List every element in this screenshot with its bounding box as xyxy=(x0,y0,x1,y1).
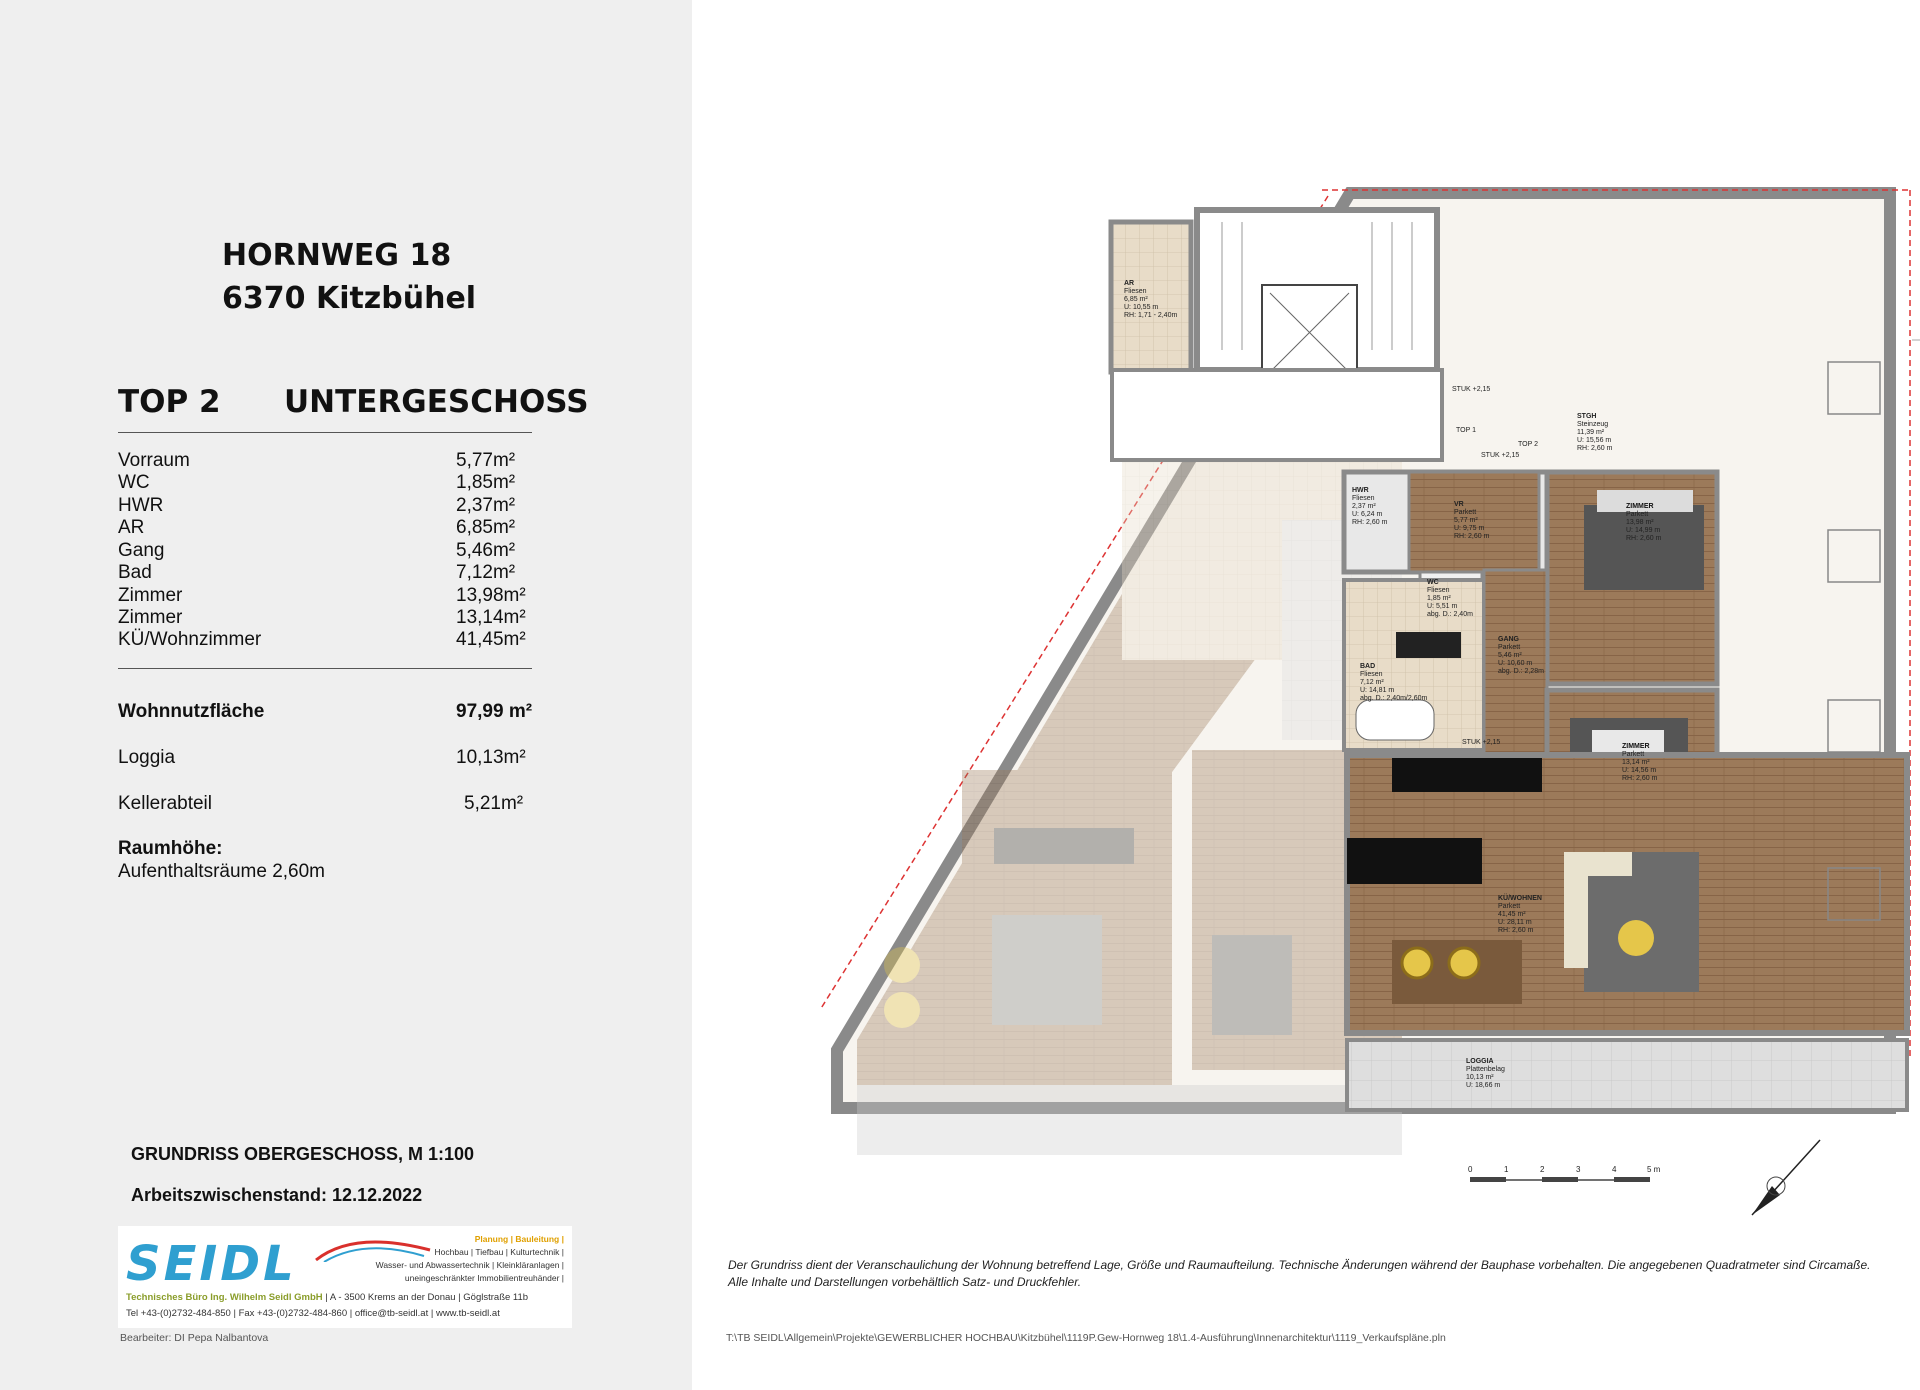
plan-status: Arbeitszwischenstand: 12.12.2022 xyxy=(131,1185,423,1205)
room-name: Zimmer xyxy=(118,585,183,606)
divider xyxy=(118,432,532,433)
room-label: U: 28,11 m xyxy=(1498,919,1532,926)
cellar-value: 5,21m² xyxy=(464,793,524,814)
room-row xyxy=(118,562,538,584)
company-address: | A - 3500 Krems an der Donau | Göglstraße 11b xyxy=(322,1292,529,1303)
room-label: RH: 2,60 m xyxy=(1454,533,1490,540)
logo-wordmark: SEIDL xyxy=(126,1236,297,1292)
room-label: 41,45 m² xyxy=(1498,911,1526,918)
room-label: 11,39 m² xyxy=(1577,429,1605,436)
stuk-label: STUK +2,15 xyxy=(1462,739,1501,746)
room-label: 7,12 m² xyxy=(1360,679,1384,686)
logo-service-line: uneingeschränkter Immobilientreuhänder | xyxy=(404,1273,564,1283)
washbasin-icon xyxy=(1396,632,1461,658)
room-stgh xyxy=(1112,370,1442,460)
room-label: LOGGIA xyxy=(1466,1058,1494,1065)
room-label: abg. D.: 2,28m xyxy=(1498,668,1544,675)
scale-tick: 0 xyxy=(1468,1165,1473,1174)
room-label: Parkett xyxy=(1622,751,1645,758)
room-label: Fliesen xyxy=(1427,587,1450,594)
north-arrow-icon xyxy=(1752,1140,1820,1215)
top-label: TOP 1 xyxy=(1456,427,1476,434)
room-row xyxy=(118,629,538,651)
lamp-icon xyxy=(1402,948,1432,978)
room-label: Fliesen xyxy=(1352,495,1375,502)
company-name: Technisches Büro Ing. Wilhelm Seidl GmbH xyxy=(126,1292,323,1303)
author: Bearbeiter: DI Pepa Nalbantova xyxy=(120,1332,269,1344)
room-name: Bad xyxy=(118,562,152,583)
unit-top: TOP 2 xyxy=(118,384,221,420)
room-label: 2,37 m² xyxy=(1352,503,1376,510)
logo-service-line: Planung | Bauleitung | xyxy=(474,1234,564,1244)
room-name: Gang xyxy=(118,540,165,561)
loggia-value: 10,13m² xyxy=(456,747,526,768)
logo-company xyxy=(126,1292,528,1303)
stuk-label: STUK +2,15 xyxy=(1452,386,1491,393)
room-label: 5,77 m² xyxy=(1454,517,1478,524)
disclaimer: Der Grundriss dient der Veranschaulichung der Wohnung betreffend Lage, Größe und Raumaufteilung. Technische Änderungen während der Bauphase vorbehalten. Die angegebenen Quadratmeter sind Circamaße. Alle Inhalte und Darstellungen vorbehältlich Satz- und Druckfehler. xyxy=(728,1258,1871,1289)
room-label: U: 10,55 m xyxy=(1124,304,1159,311)
file-path: T:\TB SEIDL\Allgemein\Projekte\GEWERBLICHER HOCHBAU\Kitzbühel\1119P.Gew-Hornweg 18\1.4-Ausführung\Innenarchitektur\1119_Verkaufspläne.pln xyxy=(726,1332,1446,1344)
room-label: U: 15,56 m xyxy=(1577,437,1612,444)
plan-title: GRUNDRISS OBERGESCHOSS, M 1:100 xyxy=(131,1144,475,1164)
room-label: KÜ/WOHNEN xyxy=(1498,895,1542,902)
floor-plan xyxy=(692,0,1920,1390)
room-label: U: 9,75 m xyxy=(1454,525,1485,532)
room-row xyxy=(118,495,538,517)
room-area: 41,45m² xyxy=(456,629,526,650)
divider xyxy=(118,668,532,669)
kitchen-counter-icon xyxy=(1392,758,1542,792)
net-area-value: 97,99 m² xyxy=(456,701,533,722)
room-area: 6,85m² xyxy=(456,517,516,538)
room-label: U: 14,81 m xyxy=(1360,687,1395,694)
room-name: HWR xyxy=(118,495,164,516)
room-name: WC xyxy=(118,472,150,493)
room-label: RH: 2,60 m xyxy=(1622,775,1658,782)
height-label: Raumhöhe: xyxy=(118,838,223,859)
room-label: RH: 2,60 m xyxy=(1498,927,1534,934)
room-ar xyxy=(1111,222,1191,372)
room-label: 13,14 m² xyxy=(1622,759,1650,766)
scale-tick: 4 xyxy=(1612,1165,1617,1174)
room-label: STGH xyxy=(1577,413,1597,420)
room-name: Vorraum xyxy=(118,450,190,471)
room-area: 5,77m² xyxy=(456,450,516,471)
scale-tick: 2 xyxy=(1540,1165,1545,1174)
room-label: AR xyxy=(1124,280,1135,287)
room-label: VR xyxy=(1454,501,1464,508)
scale-tick: 5 m xyxy=(1647,1165,1661,1174)
room-area: 2,37m² xyxy=(456,495,516,516)
room-label: 1,85 m² xyxy=(1427,595,1451,602)
logo-service-line: Hochbau | Tiefbau | Kulturtechnik | xyxy=(434,1247,564,1257)
roof-icon xyxy=(314,1232,434,1262)
room-label: HWR xyxy=(1352,487,1369,494)
room-name: AR xyxy=(118,517,145,538)
room-label: abg. D.: 2,40m xyxy=(1427,611,1473,618)
company-logo xyxy=(118,1226,572,1328)
net-area-label: Wohnnutzfläche xyxy=(118,701,265,722)
room-area: 13,14m² xyxy=(456,607,526,628)
room-label: Fliesen xyxy=(1124,288,1147,295)
room-label: U: 6,24 m xyxy=(1352,511,1383,518)
room-row xyxy=(118,540,538,562)
room-label: RH: 2,60 m xyxy=(1577,445,1613,452)
room-label: Parkett xyxy=(1498,903,1521,910)
room-row xyxy=(118,517,538,539)
room-label: 10,13 m² xyxy=(1466,1074,1494,1081)
room-label: Parkett xyxy=(1626,511,1649,518)
address-city: 6370 Kitzbühel xyxy=(222,281,477,316)
room-area: 5,46m² xyxy=(456,540,516,561)
room-label: U: 14,56 m xyxy=(1622,767,1657,774)
room-label: Fliesen xyxy=(1360,671,1383,678)
room-label: 13,98 m² xyxy=(1626,519,1654,526)
scale-tick: 1 xyxy=(1504,1165,1509,1174)
room-label: U: 14,99 m xyxy=(1626,527,1661,534)
room-label: ZIMMER xyxy=(1626,503,1654,510)
room-label: RH: 2,60 m xyxy=(1352,519,1388,526)
room-label: ZIMMER xyxy=(1622,743,1650,750)
room-label: U: 10,60 m xyxy=(1498,660,1533,667)
room-label: BAD xyxy=(1360,663,1376,670)
room-area: 1,85m² xyxy=(456,472,516,493)
stuk-label: STUK +2,15 xyxy=(1481,452,1520,459)
room-area: 13,98m² xyxy=(456,585,526,606)
room-label: 6,85 m² xyxy=(1124,296,1148,303)
logo-service-line: Wasser- und Abwassertechnik | Kleinkläranlagen | xyxy=(375,1260,564,1270)
room-loggia xyxy=(1347,1040,1907,1110)
room-row xyxy=(118,450,538,472)
height-value: Aufenthaltsräume 2,60m xyxy=(118,861,326,882)
bathtub-icon xyxy=(1356,700,1434,740)
room-row xyxy=(118,585,538,607)
room-label: abg. D.: 2,40m/2,60m xyxy=(1360,695,1428,702)
room-label: Parkett xyxy=(1454,509,1477,516)
room-label: RH: 1,71 - 2,40m xyxy=(1124,312,1178,319)
info-panel xyxy=(0,0,692,1390)
top-label: TOP 2 xyxy=(1518,441,1538,448)
room-area: 7,12m² xyxy=(456,562,516,583)
room-row xyxy=(118,607,538,629)
address-street: HORNWEG 18 xyxy=(222,238,452,273)
unit-floor: UNTERGESCHOSS xyxy=(284,384,589,420)
cellar-label: Kellerabteil xyxy=(118,793,212,814)
logo-contact: Tel +43-(0)2732-484-850 | Fax +43-(0)2732-484-860 | office@tb-seidl.at | www.tb-seidl.at xyxy=(126,1308,500,1319)
room-label: Parkett xyxy=(1498,644,1521,651)
loggia-label: Loggia xyxy=(118,747,176,768)
lamp-icon xyxy=(1618,920,1654,956)
lamp-icon xyxy=(1449,948,1479,978)
room-label: U: 5,51 m xyxy=(1427,603,1458,610)
room-label: RH: 2,60 m xyxy=(1626,535,1662,542)
room-label: 5,46 m² xyxy=(1498,652,1522,659)
scale-tick: 3 xyxy=(1576,1165,1581,1174)
room-name: KÜ/Wohnzimmer xyxy=(118,629,262,650)
scale-bar xyxy=(1468,1165,1661,1182)
room-label: Steinzeug xyxy=(1577,421,1609,428)
room-label: U: 18,66 m xyxy=(1466,1082,1501,1089)
room-label: WC xyxy=(1427,579,1439,586)
kitchen-island-icon xyxy=(1347,838,1482,884)
room-label: GANG xyxy=(1498,636,1519,643)
room-label: Plattenbelag xyxy=(1466,1066,1505,1073)
room-name: Zimmer xyxy=(118,607,183,628)
room-row xyxy=(118,472,538,494)
